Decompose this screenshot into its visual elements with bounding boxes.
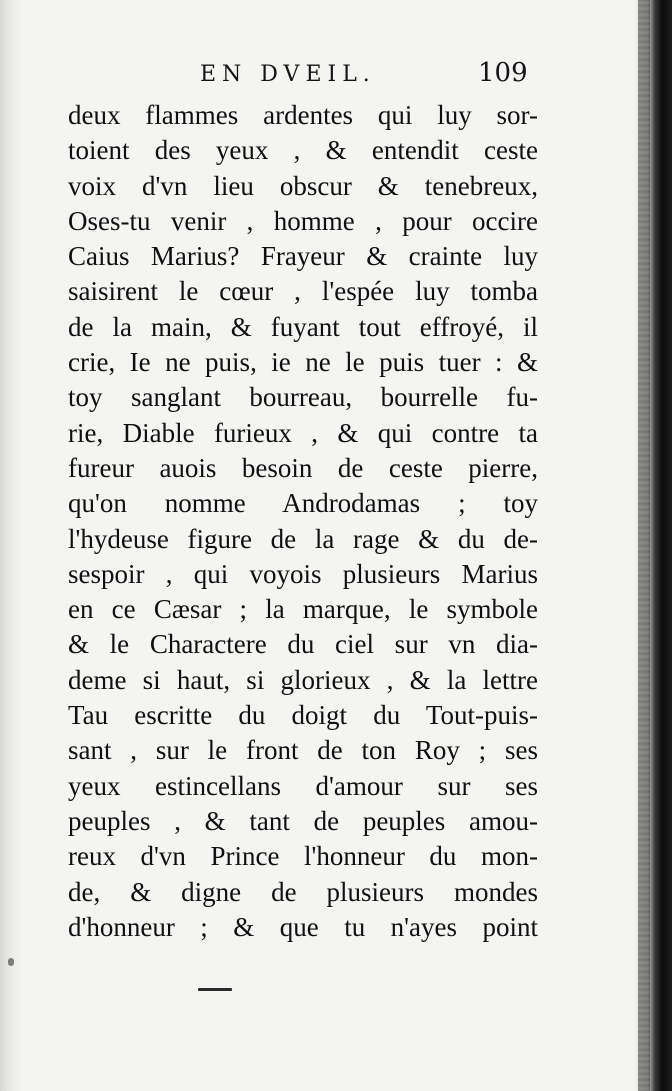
text-line: fureur auois besoin de ceste pierre, (68, 452, 538, 483)
body-text (68, 98, 538, 945)
text-line: Tau escritte du doigt du Tout-puis- (68, 700, 538, 731)
text-line: & le Charactere du ciel sur vn dia- (68, 629, 538, 660)
text-line: sant , sur le front de ton Roy ; ses (68, 735, 538, 766)
text-line: toient des yeux , & entendit ceste (68, 135, 538, 166)
text-line: rie, Diable furieux , & qui contre ta (68, 417, 538, 448)
text-line: Caius Marius? Frayeur & crainte luy (68, 241, 538, 272)
text-line: l'hydeuse figure de la rage & du de- (68, 523, 538, 554)
text-line: Oses-tu venir , homme , pour occire (68, 205, 538, 236)
text-line: sespoir , qui voyois plusieurs Marius (68, 558, 538, 589)
page-number: 109 (478, 58, 528, 88)
text-line: reux d'vn Prince l'honneur du mon- (68, 841, 538, 872)
page-edge-texture (638, 0, 650, 1091)
text-line: toy sanglant bourreau, bourrelle fu- (68, 382, 538, 413)
footer-ornament (198, 988, 232, 991)
text-line: qu'on nomme Androdamas ; toy (68, 488, 538, 519)
text-line: d'honneur ; & que tu n'ayes point (68, 911, 538, 942)
page-gutter-shadow (0, 0, 22, 1091)
text-line: yeux estincellans d'amour sur ses (68, 770, 538, 801)
text-line: saisirent le cœur , l'espée luy tomba (68, 276, 538, 307)
text-line: deme si haut, si glorieux , & la lettre (68, 664, 538, 695)
text-line: de la main, & fuyant tout effroyé, il (68, 311, 538, 342)
text-line: en ce Cæsar ; la marque, le symbole (68, 594, 538, 625)
ink-blot (8, 958, 14, 966)
text-line: de, & digne de plusieurs mondes (68, 876, 538, 907)
text-line: voix d'vn lieu obscur & tenebreux, (68, 170, 538, 201)
text-line: peuples , & tant de peuples amou- (68, 805, 538, 836)
running-head: EN DVEIL. (200, 62, 376, 87)
text-line: deux flammes ardentes qui luy sor- (68, 100, 538, 130)
text-line: crie, Ie ne puis, ie ne le puis tuer : & (68, 347, 538, 378)
